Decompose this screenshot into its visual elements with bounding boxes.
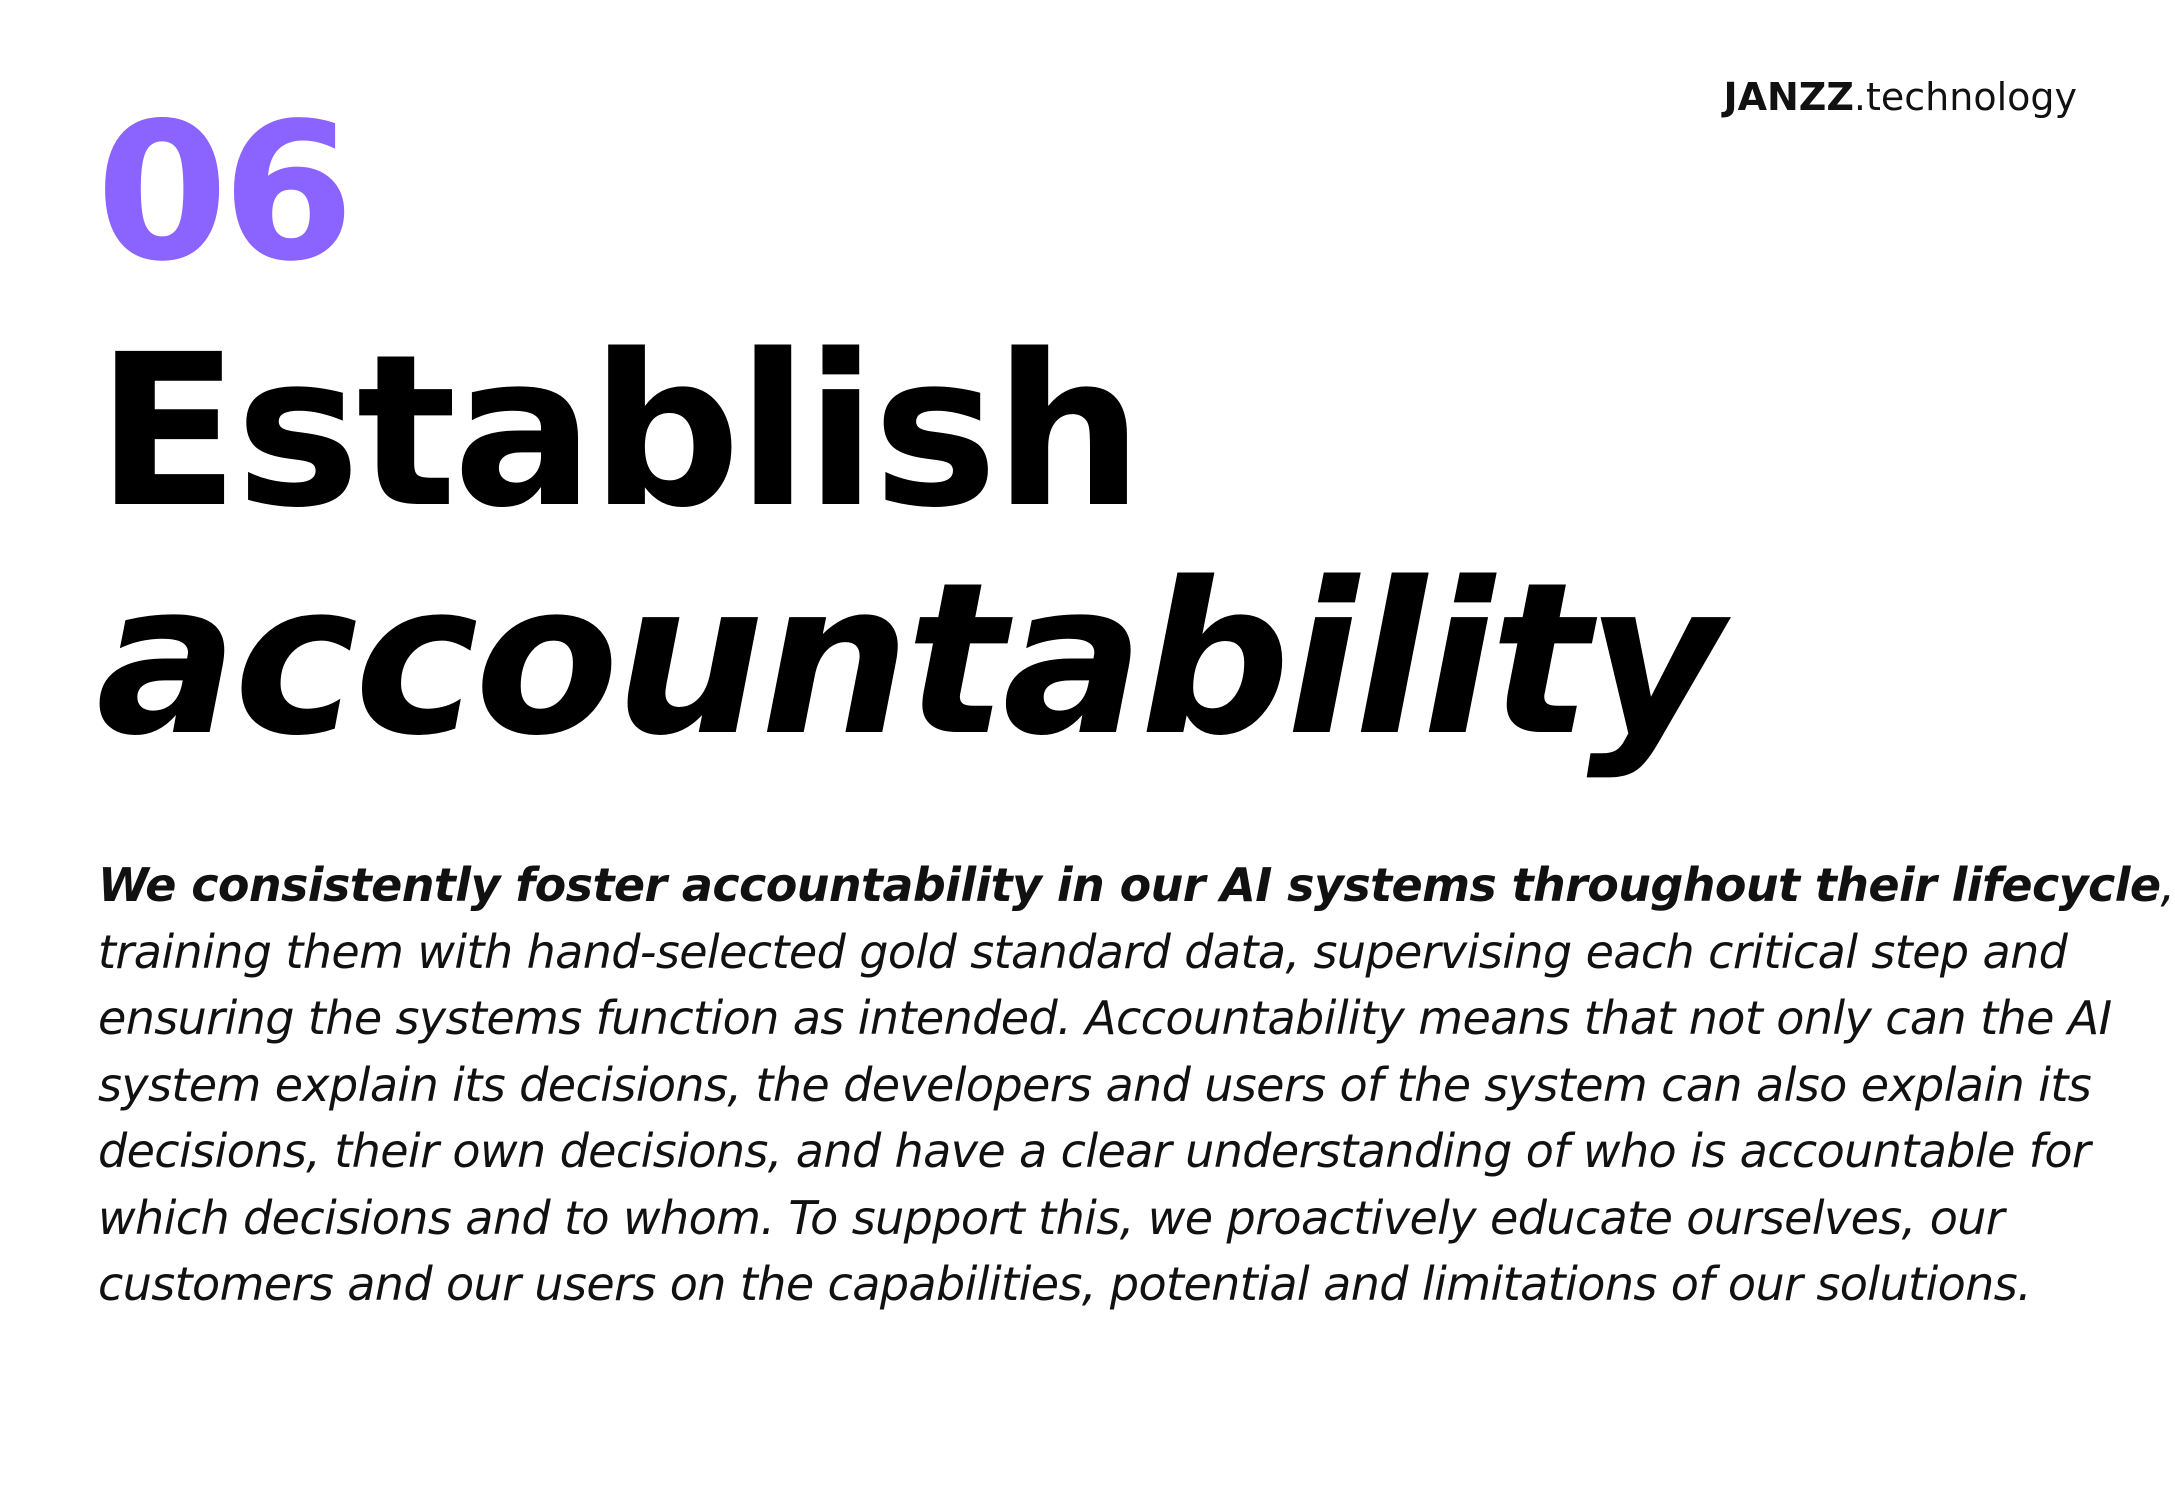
body-lead-suffix: , bbox=[2160, 858, 2175, 912]
body-line-1: training them with hand-selected gold standard data, supervising each critical step and bbox=[98, 924, 2068, 979]
brand-name-bold: JANZZ bbox=[1723, 75, 1854, 119]
section-number: 06 bbox=[96, 82, 349, 303]
page-title bbox=[96, 309, 1720, 782]
body-line-6: customers and our users on the capabilities, potential and limitations of our solutions. bbox=[98, 1257, 2032, 1311]
brand-name-domain: .technology bbox=[1853, 75, 2077, 119]
brand-logo bbox=[1723, 75, 2077, 119]
body-line-0 bbox=[98, 852, 2175, 919]
body-line-3: system explain its decisions, the developers and users of the system can also explain its bbox=[98, 1057, 2092, 1112]
body-paragraph bbox=[98, 852, 2175, 1318]
body-lead-statement: We consistently foster accountability in our AI systems throughout their lifecycle bbox=[98, 858, 2161, 912]
body-line-4: decisions, their own decisions, and have a clear understanding of who is accountable for bbox=[98, 1124, 2091, 1178]
body-line-5: which decisions and to whom. To support this, we proactively educate ourselves, our bbox=[98, 1190, 2005, 1245]
title-line-establish: Establish bbox=[96, 309, 1140, 554]
title-line-accountability: accountability bbox=[96, 537, 1720, 782]
body-line-2: ensuring the systems function as intended. Accountability means that not only can the AI bbox=[98, 991, 2112, 1045]
